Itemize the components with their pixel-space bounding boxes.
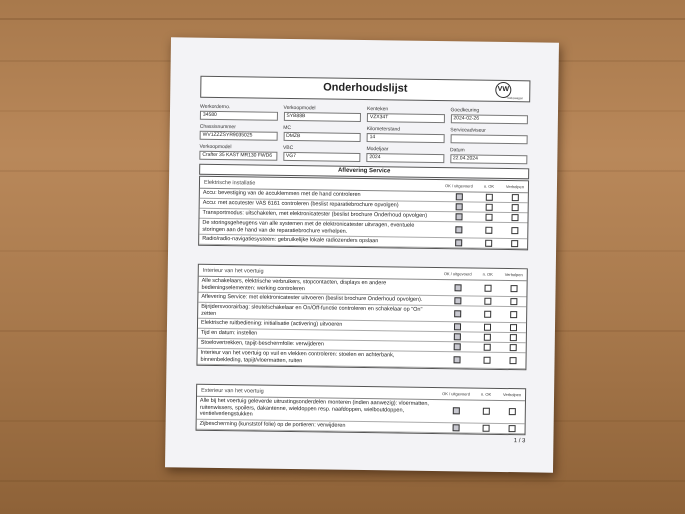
- ok-checkbox[interactable]: [452, 408, 459, 415]
- nok-checkbox[interactable]: [485, 204, 492, 211]
- field-value: WV1ZZZSYR9035025: [200, 131, 278, 141]
- column-verholpen: Verholpen: [503, 391, 522, 398]
- item-text: Interieur van het voertuig op vuil en vlekken controleren: stoelen en achterbank, binnenbekleding, tapijt/vloermatten, ruiten: [200, 349, 395, 364]
- block-title: Elektrische installatie: [203, 179, 256, 187]
- checklist-block: [196, 264, 527, 371]
- column-verholpen: Verholpen: [505, 184, 525, 190]
- ok-checkbox[interactable]: [452, 424, 459, 431]
- info-field: [366, 146, 444, 163]
- info-field: [450, 127, 528, 144]
- verholpen-checkbox[interactable]: [509, 334, 516, 341]
- field-label: Serviceadviseur: [450, 127, 486, 134]
- info-field: [283, 105, 361, 122]
- item-text: De storingsgeheugens van alle systemen met de elektronicatester uitvragen, eventuele storingen aan de hand van de reparatiebrochure verhelpen.: [202, 219, 415, 235]
- field-label: Kenteken: [366, 106, 389, 113]
- column-nok: n. OK: [480, 391, 492, 397]
- field-label: MC: [283, 124, 292, 131]
- item-text: Zijbescherming (kunststof folie) op de portieren: verwijderen: [199, 420, 346, 429]
- nok-checkbox[interactable]: [485, 194, 492, 201]
- field-label: Werkorderno.: [200, 103, 231, 111]
- field-label: Datum: [449, 147, 465, 154]
- checklist-item: [197, 349, 525, 370]
- field-value: SYB88B: [283, 112, 361, 122]
- info-field: [283, 125, 361, 142]
- verholpen-checkbox[interactable]: [510, 298, 517, 305]
- info-field: [450, 107, 528, 124]
- info-field: [367, 126, 445, 143]
- field-value: VZX34T: [367, 113, 445, 123]
- item-text: Elektrische ruitbediening: initialisatie (activering) uitvoeren: [200, 320, 343, 328]
- info-field: [199, 144, 277, 161]
- item-text: Accu: bevestiging van de accuklemmen met de hand controleren: [202, 190, 361, 199]
- column-nok: n. OK: [483, 183, 495, 189]
- field-label: Modeljaar: [366, 146, 389, 153]
- nok-checkbox[interactable]: [485, 214, 492, 221]
- ok-checkbox[interactable]: [454, 297, 461, 304]
- verholpen-checkbox[interactable]: [511, 204, 518, 211]
- field-label: Verkoopmodel: [199, 143, 232, 151]
- nok-checkbox[interactable]: [485, 240, 492, 247]
- ok-checkbox[interactable]: [455, 193, 462, 200]
- ok-checkbox[interactable]: [454, 284, 461, 291]
- maintenance-document: [165, 37, 559, 472]
- column-ok: OK / uitgevoerd: [443, 271, 472, 277]
- info-field: [367, 106, 445, 123]
- document-header: [200, 76, 530, 103]
- item-text: Aflevering Service: met elektronicatester uitvoeren (beslist brochure Onderhoud opvolgen).: [201, 294, 423, 304]
- info-field: [200, 104, 278, 121]
- item-text: Stoelovertrekken, tapijt-beschermfolie: verwijderen: [200, 340, 324, 348]
- column-ok: OK / uitgevoerd: [445, 183, 473, 189]
- verholpen-checkbox[interactable]: [511, 214, 518, 221]
- field-row: [200, 124, 528, 145]
- verholpen-checkbox[interactable]: [510, 285, 517, 292]
- checklist-block: [198, 176, 529, 251]
- verholpen-checkbox[interactable]: [510, 311, 517, 318]
- item-text: Transportmodus: uitschakelen, met elektronicatester (beslist brochure Onderhoud opvolgen): [202, 210, 428, 220]
- info-field: [200, 124, 278, 141]
- field-label: VBC: [282, 144, 294, 152]
- field-label: Chassisnummer: [199, 123, 236, 131]
- nok-checkbox[interactable]: [483, 334, 490, 341]
- verholpen-checkbox[interactable]: [511, 227, 518, 234]
- field-label: Goedkeuring: [450, 107, 480, 114]
- verholpen-checkbox[interactable]: [508, 408, 515, 415]
- field-row: [200, 104, 528, 125]
- field-value: 14: [367, 133, 445, 143]
- verholpen-checkbox[interactable]: [511, 240, 518, 247]
- info-field: [283, 145, 361, 162]
- ok-checkbox[interactable]: [453, 356, 460, 363]
- verholpen-checkbox[interactable]: [509, 324, 516, 331]
- field-value: 34580: [200, 111, 278, 121]
- vehicle-info-fields: [199, 104, 528, 169]
- field-row: [199, 144, 527, 165]
- verholpen-checkbox[interactable]: [509, 344, 516, 351]
- item-text: Accu: met accutester VAS 6161 controleren (beslist reparatiebrochure opvolgen): [202, 200, 399, 209]
- nok-checkbox[interactable]: [483, 344, 490, 351]
- column-nok: n. OK: [482, 271, 493, 277]
- field-value: 2024-02-26: [450, 114, 528, 124]
- field-value: 2024: [366, 153, 444, 163]
- field-label: Verkoopmodel: [283, 104, 316, 112]
- volkswagen-logo-icon: VW: [495, 82, 511, 98]
- item-text: Alle schakelaars, elektrische verbruikers, stopcontacten, displays en andere bedieningselementen: werking controleren: [201, 277, 387, 292]
- block-title: Interieur van het voertuig: [202, 267, 264, 275]
- ok-checkbox[interactable]: [455, 203, 462, 210]
- ok-checkbox[interactable]: [454, 310, 461, 317]
- verholpen-checkbox[interactable]: [509, 357, 516, 364]
- verholpen-checkbox[interactable]: [508, 425, 515, 432]
- section-title: Aflevering Service: [199, 164, 529, 180]
- field-value: 22.04.2024: [450, 154, 528, 164]
- item-text: Alle bij het voertuig geleverde uitrustingsonderdelen monteren (indien aanwezig): vloermatten, ruitenwissers, spoilers, dakantenne, wieldoppen resp. naafdoppen, wielboutdoppen, ventielverlengstukken: [199, 397, 429, 418]
- column-ok: OK / uitgevoerd: [442, 391, 470, 397]
- nok-checkbox[interactable]: [485, 227, 492, 234]
- ok-checkbox[interactable]: [455, 239, 462, 246]
- ok-checkbox[interactable]: [455, 226, 462, 233]
- item-text: Radio/radio-navigatiesysteem: gebruikelijke lokale radiozenders opslaan: [202, 236, 379, 245]
- nok-checkbox[interactable]: [482, 408, 489, 415]
- brand-label: Volkswagen: [507, 96, 524, 101]
- ok-checkbox[interactable]: [455, 213, 462, 220]
- nok-checkbox[interactable]: [484, 285, 491, 292]
- verholpen-checkbox[interactable]: [511, 194, 518, 201]
- nok-checkbox[interactable]: [482, 424, 489, 431]
- item-text: Tijd en datum: instellen: [200, 330, 258, 337]
- nok-checkbox[interactable]: [483, 324, 490, 331]
- nok-checkbox[interactable]: [484, 311, 491, 318]
- field-label: Kilometerstand: [366, 126, 401, 133]
- field-value: VG7: [283, 152, 361, 162]
- column-verholpen: Verholpen: [504, 271, 523, 278]
- page-number: 1 / 3: [513, 438, 526, 445]
- nok-checkbox[interactable]: [484, 298, 491, 305]
- ok-checkbox[interactable]: [453, 343, 460, 350]
- nok-checkbox[interactable]: [483, 357, 490, 364]
- info-field: [450, 147, 528, 164]
- ok-checkbox[interactable]: [453, 323, 460, 330]
- field-value: [450, 134, 528, 144]
- document-title: Onderhoudslijst: [323, 81, 408, 95]
- ok-checkbox[interactable]: [453, 333, 460, 340]
- field-value: Crafter 35 KAST MR130 FWD6: [199, 151, 277, 161]
- block-title: Exterieur van het voertuig: [201, 387, 264, 395]
- item-text: Bijrijdersvoorairbag: sleutelschakelaar en On/Off-functie controleren en schakelaar op "On" zetten: [201, 303, 423, 317]
- checklist-block: [196, 384, 527, 435]
- field-value: DMZB: [283, 132, 361, 142]
